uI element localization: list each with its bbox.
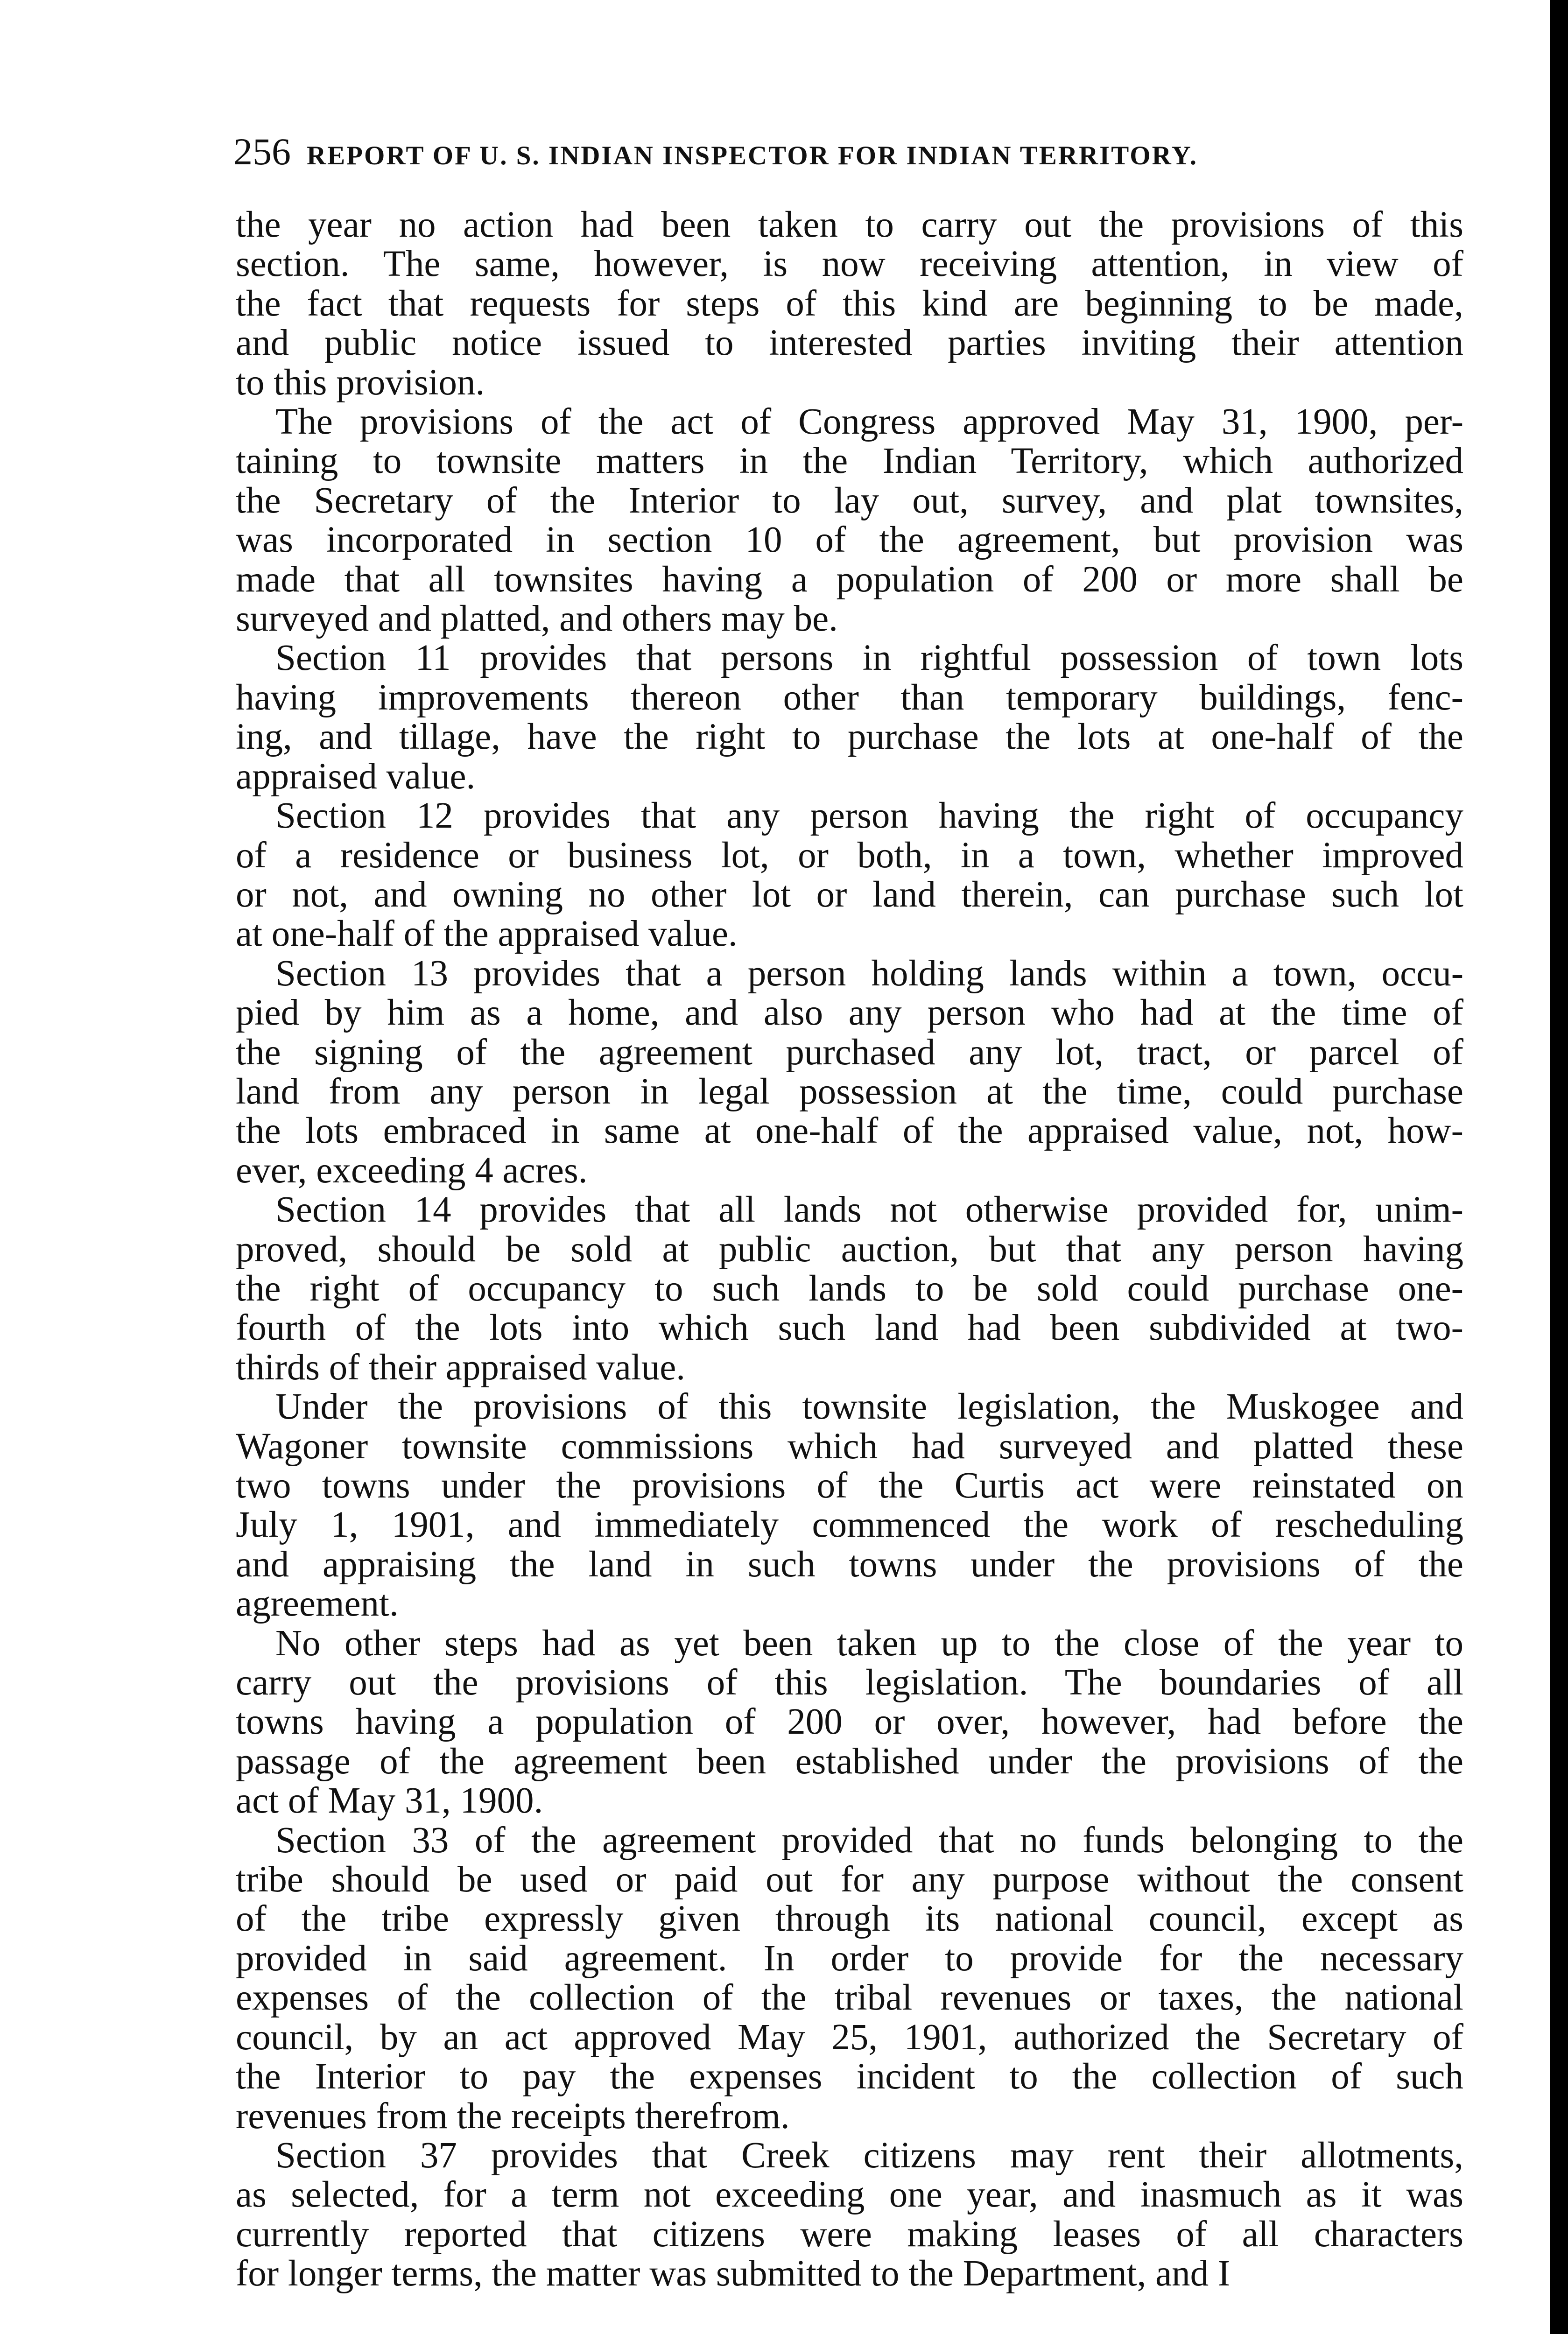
text-line: Section 13 provides that a person holding lands within a town, occu-: [275, 954, 1463, 994]
text-line: the Interior to pay the expenses incident to the collection of such: [236, 2057, 1463, 2097]
text-line: Under the provisions of this townsite legislation, the Muskogee and: [275, 1387, 1463, 1427]
text-line: Wagoner townsite commissions which had surveyed and platted these: [236, 1427, 1463, 1466]
paragraph: [236, 2136, 1463, 2294]
text-line: and public notice issued to interested parties inviting their attention: [236, 323, 1463, 363]
text-line: provided in said agreement. In order to provide for the necessary: [236, 1939, 1463, 1979]
text-line: ever, exceeding 4 acres.: [236, 1151, 588, 1191]
text-line: or not, and owning no other lot or land therein, can purchase such lot: [236, 875, 1463, 915]
text-line: the Secretary of the Interior to lay out, survey, and plat townsites,: [236, 481, 1463, 521]
text-line: currently reported that citizens were making leases of all characters: [236, 2214, 1463, 2255]
text-line: July 1, 1901, and immediately commenced the work of rescheduling: [236, 1505, 1463, 1545]
text-line: the right of occupancy to such lands to be sold could purchase one-: [236, 1269, 1463, 1309]
text-line: act of May 31, 1900.: [236, 1781, 543, 1821]
text-line: land from any person in legal possession at the time, could purchase: [236, 1072, 1463, 1112]
paragraph: [236, 1190, 1463, 1387]
text-line: Section 11 provides that persons in rightful possession of town lots: [275, 639, 1463, 678]
text-line: revenues from the receipts therefrom.: [236, 2096, 790, 2136]
text-line: The provisions of the act of Congress approved May 31, 1900, per-: [275, 402, 1463, 442]
paragraph: [236, 402, 1463, 639]
text-line: carry out the provisions of this legislation. The boundaries of all: [236, 1663, 1463, 1703]
text-line: for longer terms, the matter was submitted to the Department, and I: [236, 2254, 1230, 2294]
text-line: to this provision.: [236, 363, 485, 403]
text-line: as selected, for a term not exceeding one year, and inasmuch as it was: [236, 2175, 1463, 2215]
text-line: expenses of the collection of the tribal revenues or taxes, the national: [236, 1978, 1463, 2018]
text-line: agreement.: [236, 1584, 399, 1624]
text-line: taining to townsite matters in the Indian Territory, which authorized: [236, 442, 1463, 481]
page-number: 256: [233, 130, 291, 173]
paragraph: [236, 639, 1463, 796]
text-line: proved, should be sold at public auction, but that any person having: [236, 1230, 1463, 1269]
text-line: appraised value.: [236, 757, 476, 797]
text-line: tribe should be used or paid out for any purpose without the consent: [236, 1860, 1463, 1900]
paragraph: [236, 1624, 1463, 1821]
text-line: section. The same, however, is now receiving attention, in view of: [236, 245, 1463, 284]
paragraph: [236, 1387, 1463, 1624]
text-line: surveyed and platted, and others may be.: [236, 599, 838, 639]
text-line: the signing of the agreement purchased any lot, tract, or parcel of: [236, 1033, 1463, 1072]
text-line: thirds of their appraised value.: [236, 1348, 686, 1388]
text-line: and appraising the land in such towns under the provisions of the: [236, 1545, 1463, 1585]
text-line: was incorporated in section 10 of the agreement, but provision was: [236, 520, 1463, 560]
text-line: pied by him as a home, and also any person who had at the time of: [236, 993, 1463, 1033]
text-line: made that all townsites having a population of 200 or more shall be: [236, 560, 1463, 600]
text-line: passage of the agreement been established under the provisions of the: [236, 1742, 1463, 1782]
text-line: having improvements thereon other than temporary buildings, fenc-: [236, 678, 1463, 718]
text-line: of the tribe expressly given through its national council, except as: [236, 1899, 1463, 1939]
text-line: the fact that requests for steps of this kind are beginning to be made,: [236, 284, 1463, 324]
text-line: towns having a population of 200 or over, however, had before the: [236, 1702, 1463, 1742]
paragraph: [236, 1821, 1463, 2136]
text-line: of a residence or business lot, or both, in a town, whether improved: [236, 836, 1463, 875]
text-line: Section 33 of the agreement provided that no funds belonging to the: [275, 1821, 1463, 1861]
text-line: the lots embraced in same at one-half of the appraised value, not, how-: [236, 1111, 1463, 1151]
paragraph: [236, 205, 1463, 402]
text-line: Section 12 provides that any person having the right of occupancy: [275, 796, 1463, 836]
page-header: [233, 130, 1461, 174]
text-line: Section 37 provides that Creek citizens may rent their allotments,: [275, 2136, 1463, 2176]
text-line: council, by an act approved May 25, 1901, authorized the Secretary of: [236, 2018, 1463, 2058]
running-head: REPORT OF U. S. INDIAN INSPECTOR FOR INDIAN TERRITORY.: [307, 141, 1198, 170]
text-line: the year no action had been taken to carry out the provisions of this: [236, 205, 1463, 245]
text-line: at one-half of the appraised value.: [236, 914, 738, 954]
paragraph: [236, 796, 1463, 954]
text-line: two towns under the provisions of the Curtis act were reinstated on: [236, 1466, 1463, 1506]
text-line: No other steps had as yet been taken up to the close of the year to: [275, 1624, 1463, 1664]
text-line: ing, and tillage, have the right to purchase the lots at one-half of the: [236, 717, 1463, 757]
text-line: Section 14 provides that all lands not otherwise provided for, unim-: [275, 1190, 1463, 1230]
text-line: fourth of the lots into which such land had been subdivided at two-: [236, 1308, 1463, 1348]
paragraph: [236, 954, 1463, 1190]
body-text: [236, 205, 1463, 2294]
